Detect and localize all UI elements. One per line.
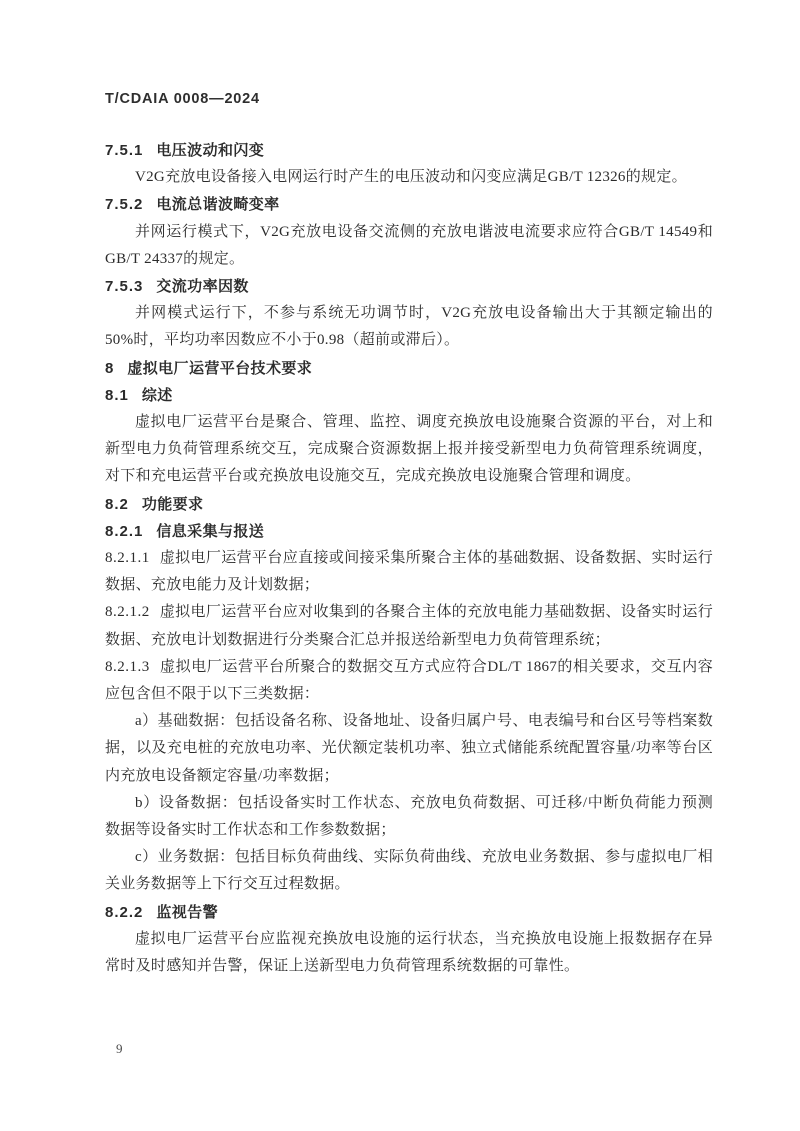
- section-heading-7.5.3: [105, 273, 713, 300]
- section-heading-8.2: [105, 491, 713, 518]
- section-heading-7.5.1: [105, 137, 713, 164]
- heading-text: 电压波动和闪变: [156, 142, 265, 159]
- heading-number: 7.5.2: [105, 196, 144, 214]
- body-paragraph: [105, 708, 713, 790]
- paragraph-text: 并网模式运行下，不参与系统无功调节时，V2G充放电设备输出大于其额定输出的50%时，平均功率因数应不小于0.98（超前或滞后）。: [105, 305, 713, 349]
- body-paragraph: [105, 219, 713, 273]
- heading-number: 7.5.1: [105, 142, 144, 159]
- section-heading-8.2.1: [105, 518, 713, 545]
- paragraph-text: 虚拟电厂运营平台应直接或间接采集所聚合主体的基础数据、设备数据、实时运行数据、充放电能力及计划数据；: [105, 550, 713, 594]
- clause-8.2.1.1: [105, 545, 713, 599]
- clause-8.2.1.3: [105, 654, 713, 708]
- section-heading-8.1: [105, 382, 713, 409]
- clause-number: 8.2.1.2: [105, 604, 150, 621]
- page-number: 9: [116, 1041, 123, 1056]
- heading-number: 8.1: [105, 386, 129, 404]
- paragraph-text: b）设备数据：包括设备实时工作状态、充放电负荷数据、可迁移/中断负荷能力预测数据等设备实时工作状态和工作参数数据；: [105, 794, 713, 839]
- heading-text: 电流总谐波畸变率: [156, 196, 280, 214]
- heading-text: 综述: [141, 386, 173, 404]
- body-paragraph: [105, 926, 713, 980]
- section-heading-8.2.2: [105, 899, 713, 926]
- heading-number: 8.2.1: [105, 522, 144, 540]
- heading-number: 8.2.2: [105, 903, 144, 921]
- body-paragraph: [105, 300, 713, 354]
- heading-text: 信息采集与报送: [156, 522, 265, 540]
- paragraph-text: 虚拟电厂运营平台应对收集到的各聚合主体的充放电能力基础数据、设备实时运行数据、充放电计划数据进行分类聚合汇总并报送给新型电力负荷管理系统；: [105, 604, 713, 648]
- body-paragraph: [105, 409, 713, 491]
- heading-number: 7.5.3: [105, 278, 144, 296]
- heading-text: 交流功率因数: [156, 278, 249, 296]
- paragraph-text: a）基础数据：包括设备名称、设备地址、设备归属户号、电表编号和台区号等档案数据，以及充电桩的充放电功率、光伏额定装机功率、独立式储能系统配置容量/功率等台区内充放电设备额定容量/功率数据；: [105, 713, 713, 784]
- heading-text: 功能要求: [141, 495, 204, 513]
- standard-number: T/CDAIA 0008—2024: [105, 91, 260, 107]
- paragraph-text: 虚拟电厂运营平台应监视充换放电设施的运行状态，当充换放电设施上报数据存在异常时及时感知并告警，保证上送新型电力负荷管理系统数据的可靠性。: [105, 930, 713, 975]
- paragraph-text: 并网运行模式下，V2G充放电设备交流侧的充放电谐波电流要求应符合GB/T 14549和GB/T 24337的规定。: [105, 223, 713, 267]
- heading-number: 8.2: [105, 495, 129, 513]
- heading-text: 虚拟电厂运营平台技术要求: [127, 359, 313, 377]
- clause-number: 8.2.1.3: [105, 658, 150, 675]
- section-heading-7.5.2: [105, 191, 713, 218]
- heading-number: 8: [105, 359, 115, 377]
- body-paragraph: [105, 844, 713, 898]
- section-heading-8: [105, 355, 713, 382]
- paragraph-text: c）业务数据：包括目标负荷曲线、实际负荷曲线、充放电业务数据、参与虚拟电厂相关业务数据等上下行交互过程数据。: [105, 849, 713, 893]
- body-paragraph: [105, 164, 713, 191]
- document-body: [105, 137, 713, 980]
- clause-8.2.1.2: [105, 599, 713, 653]
- body-paragraph: [105, 790, 713, 844]
- paragraph-text: V2G充放电设备接入电网运行时产生的电压波动和闪变应满足GB/T 12326的规定。: [135, 169, 687, 186]
- heading-text: 监视告警: [156, 903, 218, 921]
- clause-number: 8.2.1.1: [105, 550, 150, 567]
- paragraph-text: 虚拟电厂运营平台所聚合的数据交互方式应符合DL/T 1867的相关要求，交互内容应包含但不限于以下三类数据：: [105, 658, 713, 703]
- paragraph-text: 虚拟电厂运营平台是聚合、管理、监控、调度充换放电设施聚合资源的平台，对上和新型电力负荷管理系统交互，完成聚合资源数据上报并接受新型电力负荷管理系统调度，对下和充电运营平台或充换放电设施交互，完成充换放电设施聚合管理和调度。: [105, 414, 713, 485]
